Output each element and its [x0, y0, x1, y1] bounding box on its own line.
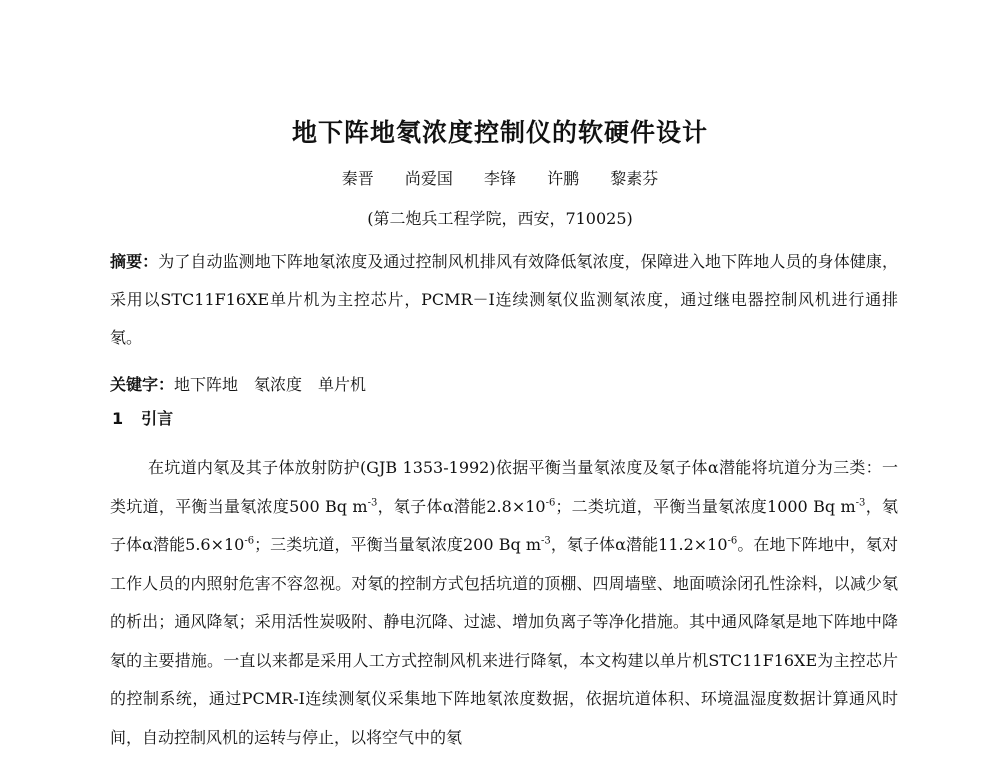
superscript: -6 [244, 535, 255, 547]
keywords-label: 关键字： [110, 375, 175, 394]
body-text-run: ，氡子体α潜能11.2×10 [550, 535, 728, 554]
author-name: 尚爱国 [404, 169, 453, 188]
body-text-run: ；三类坑道，平衡当量氡浓度200 Bq m [254, 535, 542, 554]
author-name: 秦晋 [341, 169, 374, 188]
body-text-run: 在坑道内氡及其子体放射防护(GJB 1353-1992)依据平衡当量氡浓度及氡子体α潜能将坑道分为三类：一类坑道，平衡当量氡浓度500 Bq m [110, 458, 898, 516]
section-title: 引言 [141, 409, 174, 428]
section-heading [112, 406, 173, 429]
body-text-run: ，氡子体α潜能2.8×10 [377, 496, 546, 516]
superscript: -3 [855, 497, 866, 509]
keywords-text: 地下阵地 氡浓度 单片机 [174, 375, 367, 394]
body-text-run: 。在地下阵地中，氡对工作人员的内照射危害不容忽视。对氡的控制方式包括坑道的顶棚、四周墙壁、地面喷涂闭孔性涂料，以减少氡的析出；通风降氡；采用活性炭吸附、静电沉降、过滤、增加负离子等净化措施。其中通风降氡是地下阵地中降氡的主要措施。一直以来都是采用人工方式控制风机来进行降氡，本文构建以单片机STC11F16XE为主控芯片的控制系统，通过PCMR-I连续测氡仪采集地下阵地氡浓度数据，依据坑道体积、环境温湿度数据计算通风时间，自动控制风机的运转与停止，以将空气中的氡 [110, 535, 898, 747]
superscript: -6 [545, 497, 556, 509]
superscript: -3 [367, 497, 378, 509]
abstract [110, 243, 898, 357]
author-name: 许鹏 [547, 169, 580, 188]
superscript: -6 [727, 535, 738, 547]
body-paragraph [110, 449, 898, 757]
abstract-label: 摘要： [110, 252, 159, 271]
body-text-run: ，氡子体α潜能5.6×10 [110, 496, 898, 554]
author-name: 李锋 [483, 169, 516, 188]
author-name: 黎素芬 [610, 169, 659, 188]
body-text-run: ；二类坑道，平衡当量氡浓度1000 Bq m [555, 496, 856, 516]
superscript: -3 [541, 535, 551, 547]
paper-title: 地下阵地氡浓度控制仪的软硬件设计 [291, 118, 708, 147]
section-number: 1 [112, 409, 124, 428]
keywords [110, 366, 898, 404]
author-list [0, 166, 1000, 189]
author-affiliation: (第二炮兵工程学院，西安，710025) [367, 209, 633, 228]
abstract-text: 为了自动监测地下阵地氡浓度及通过控制风机排风有效降低氡浓度，保障进入地下阵地人员的身体健康，采用以STC11F16XE单片机为主控芯片，PCMR－I连续测氡仪监测氡浓度，通过继电器控制风机进行通排氡。 [110, 252, 898, 347]
